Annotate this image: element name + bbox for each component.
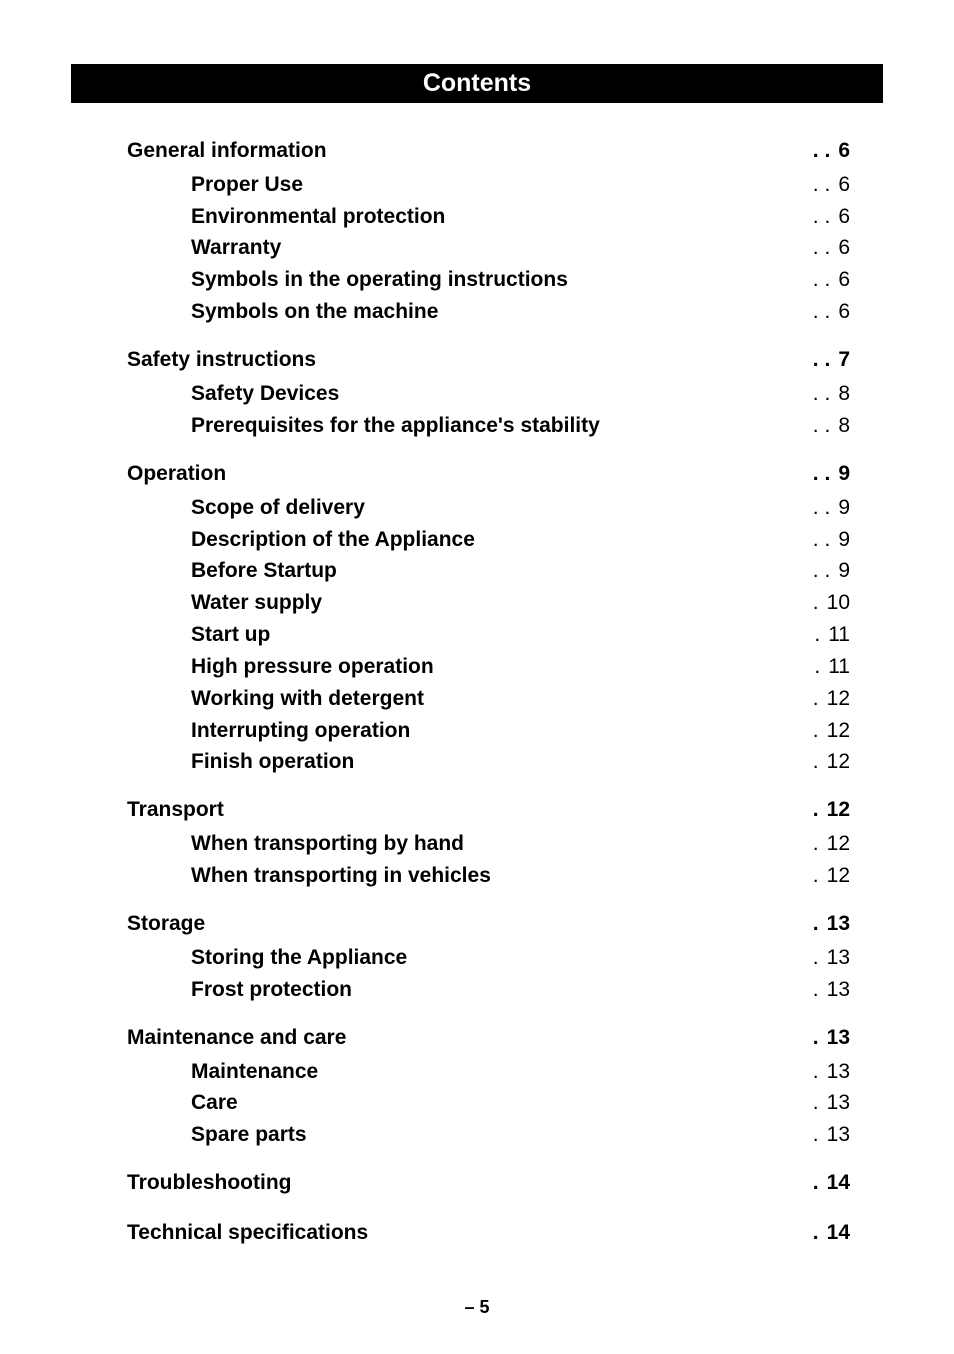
toc-page-number: 11	[828, 623, 850, 646]
toc-leader-dots: . .	[812, 462, 831, 485]
toc-leader-dots: .	[812, 591, 819, 614]
toc-leader-dots: . .	[812, 348, 831, 371]
toc-entry-label: Frost protection	[191, 978, 352, 1001]
page-title: Contents	[422, 69, 532, 97]
toc-entry-label: Description of the Appliance	[191, 528, 475, 551]
page-number: – 5	[464, 1297, 490, 1317]
toc-leader-dots: .	[812, 1091, 819, 1114]
toc-page-number: 6	[838, 268, 850, 291]
toc-entry-label: Technical specifications	[127, 1221, 369, 1244]
toc-page-number: 13	[826, 978, 850, 1001]
toc-page-number: 9	[838, 496, 850, 519]
toc-entry-label: Water supply	[191, 591, 323, 614]
toc-section-entry[interactable]	[0, 910, 954, 938]
toc-page-number: 6	[838, 236, 850, 259]
toc-page-number: 12	[826, 687, 850, 710]
toc-entry-label: Prerequisites for the appliance's stability	[191, 414, 600, 437]
toc-entry-label: Interrupting operation	[191, 719, 411, 742]
toc-leader-dots: .	[814, 623, 821, 646]
toc-subsection-entry[interactable]	[0, 526, 954, 554]
toc-page-number: 7	[838, 348, 850, 371]
toc-subsection-entry[interactable]	[0, 494, 954, 522]
toc-entry-label: Finish operation	[191, 750, 355, 773]
toc-entry-label: General information	[127, 139, 327, 162]
toc-leader-dots: . .	[812, 300, 831, 323]
toc-leader-dots: .	[812, 798, 819, 821]
toc-entry-label: Start up	[191, 623, 271, 646]
toc-subsection-entry[interactable]	[0, 234, 954, 262]
toc-entry-label: Warranty	[191, 236, 282, 259]
toc-leader-dots: .	[812, 1026, 819, 1049]
toc-entry-label: Safety instructions	[127, 348, 317, 371]
toc-entry-label: Maintenance	[191, 1060, 319, 1083]
toc-subsection-entry[interactable]	[0, 862, 954, 890]
toc-leader-dots: . .	[812, 205, 831, 228]
toc-leader-dots: .	[812, 1171, 819, 1194]
toc-page-number: 8	[838, 382, 850, 405]
toc-subsection-entry[interactable]	[0, 380, 954, 408]
toc-page-number: 13	[826, 1091, 850, 1114]
toc-page-number: 8	[838, 414, 850, 437]
toc-subsection-entry[interactable]	[0, 621, 954, 649]
toc-leader-dots: .	[812, 1221, 819, 1244]
toc-leader-dots: .	[812, 1123, 819, 1146]
toc-leader-dots: . .	[812, 173, 831, 196]
toc-entry-label: High pressure operation	[191, 655, 434, 678]
toc-entry-label: When transporting by hand	[191, 832, 464, 855]
toc-leader-dots: . .	[812, 559, 831, 582]
toc-entry-label: Scope of delivery	[191, 496, 365, 519]
toc-section-entry[interactable]	[0, 137, 954, 165]
toc-entry-label: Care	[191, 1091, 238, 1114]
toc-subsection-entry[interactable]	[0, 171, 954, 199]
toc-subsection-entry[interactable]	[0, 830, 954, 858]
toc-page-number: 12	[826, 798, 850, 821]
toc-leader-dots: . .	[812, 496, 831, 519]
toc-page-number: 12	[826, 719, 850, 742]
toc-entry-label: Troubleshooting	[127, 1171, 292, 1194]
toc-section-entry[interactable]	[0, 1169, 954, 1197]
toc-subsection-entry[interactable]	[0, 203, 954, 231]
toc-leader-dots: .	[812, 687, 819, 710]
toc-leader-dots: . .	[812, 414, 831, 437]
toc-leader-dots: . .	[812, 382, 831, 405]
toc-section-entry[interactable]	[0, 1219, 954, 1247]
toc-entry-label: When transporting in vehicles	[191, 864, 491, 887]
toc-subsection-entry[interactable]	[0, 298, 954, 326]
toc-page-number: 13	[826, 912, 850, 935]
toc-leader-dots: .	[812, 946, 819, 969]
toc-page-number: 13	[826, 1060, 850, 1083]
toc-page-number: 14	[826, 1221, 850, 1244]
toc-entry-label: Storing the Appliance	[191, 946, 408, 969]
toc-subsection-entry[interactable]	[0, 748, 954, 776]
toc-leader-dots: .	[812, 978, 819, 1001]
toc-page-number: 6	[838, 300, 850, 323]
toc-page-number: 13	[826, 1123, 850, 1146]
toc-section-entry[interactable]	[0, 460, 954, 488]
toc-page-number: 11	[828, 655, 850, 678]
toc-subsection-entry[interactable]	[0, 685, 954, 713]
toc-entry-label: Proper Use	[191, 173, 304, 196]
toc-subsection-entry[interactable]	[0, 557, 954, 585]
toc-page-number: 6	[838, 173, 850, 196]
toc-entry-label: Maintenance and care	[127, 1026, 347, 1049]
toc-entry-label: Working with detergent	[191, 687, 424, 710]
toc-leader-dots: . .	[812, 139, 831, 162]
toc-subsection-entry[interactable]	[0, 1121, 954, 1149]
toc-subsection-entry[interactable]	[0, 1089, 954, 1117]
toc-entry-label: Before Startup	[191, 559, 337, 582]
toc-page-number: 13	[826, 1026, 850, 1049]
toc-entry-label: Symbols on the machine	[191, 300, 439, 323]
toc-page-number: 9	[838, 559, 850, 582]
toc-subsection-entry[interactable]	[0, 1058, 954, 1086]
toc-entry-label: Spare parts	[191, 1123, 307, 1146]
toc-leader-dots: .	[812, 1060, 819, 1083]
toc-page-number: 13	[826, 946, 850, 969]
toc-page-number: 6	[838, 139, 850, 162]
toc-leader-dots: . .	[812, 528, 831, 551]
toc-page-number: 12	[826, 832, 850, 855]
toc-entry-label: Environmental protection	[191, 205, 446, 228]
toc-subsection-entry[interactable]	[0, 412, 954, 440]
toc-leader-dots: .	[812, 719, 819, 742]
toc-leader-dots: .	[812, 750, 819, 773]
toc-leader-dots: .	[812, 912, 819, 935]
toc-leader-dots: . .	[812, 268, 831, 291]
toc-leader-dots: .	[812, 832, 819, 855]
toc-leader-dots: . .	[812, 236, 831, 259]
toc-page-number: 6	[838, 205, 850, 228]
toc-page-number: 9	[838, 528, 850, 551]
toc-page-number: 14	[826, 1171, 850, 1194]
toc-section-entry[interactable]	[0, 1024, 954, 1052]
toc-entry-label: Safety Devices	[191, 382, 340, 405]
toc-subsection-entry[interactable]	[0, 944, 954, 972]
toc-page-number: 10	[826, 591, 850, 614]
toc-subsection-entry[interactable]	[0, 976, 954, 1004]
toc-section-entry[interactable]	[0, 346, 954, 374]
toc-leader-dots: .	[814, 655, 821, 678]
toc-entry-label: Operation	[127, 462, 227, 485]
toc-subsection-entry[interactable]	[0, 266, 954, 294]
toc-subsection-entry[interactable]	[0, 717, 954, 745]
toc-subsection-entry[interactable]	[0, 653, 954, 681]
toc-leader-dots: .	[812, 864, 819, 887]
toc-entry-label: Symbols in the operating instructions	[191, 268, 568, 291]
toc-page-number: 12	[826, 864, 850, 887]
toc-entry-label: Transport	[127, 798, 224, 821]
toc-subsection-entry[interactable]	[0, 589, 954, 617]
toc-entry-label: Storage	[127, 912, 206, 935]
toc-page-number: 9	[838, 462, 850, 485]
toc-page-number: 12	[826, 750, 850, 773]
toc-section-entry[interactable]	[0, 796, 954, 824]
